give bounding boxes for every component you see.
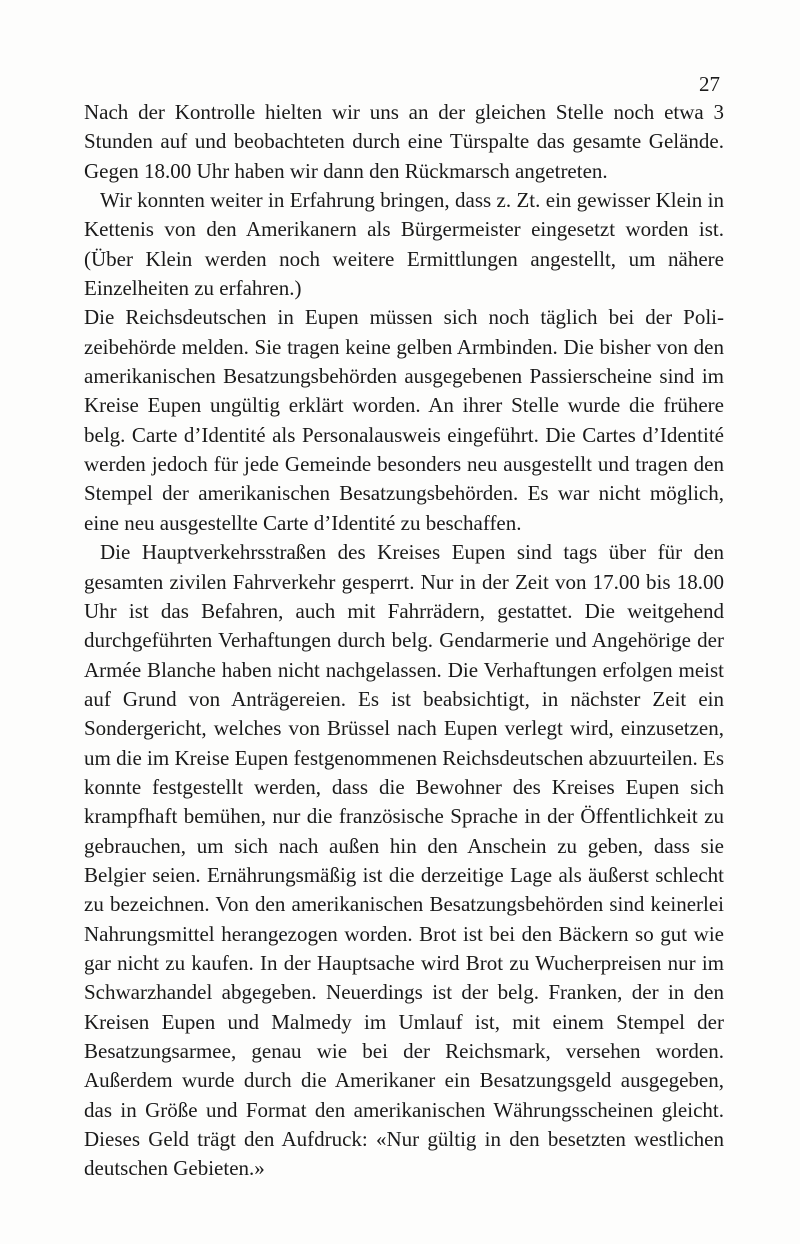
paragraph: Die Reichsdeutschen in Eupen müssen sich noch täglich bei der Polizeibehörde melden. Sie tragen keine gelben Armbinden. Die bisher von den amerikanischen Besatzungsbehörden ausgegebenen Passierscheine sind im Kreise Eupen ungültig erklärt worden. An ihrer Stelle wurde die frühere belg. Carte d’Identité als Personalausweis eingeführt. Die Cartes d’Identité werden jedoch für jede Gemeinde besonders neu ausgestellt und tragen den Stempel der amerikanischen Besatzungsbehörden. Es war nicht möglich, eine neu ausgestellte Carte d’Identité zu beschaffen.	[84, 305, 724, 535]
paragraph: Die Hauptverkehrsstraßen des Kreises Eupen sind tags über für den gesamten zivilen Fahrverkehr gesperrt. Nur in der Zeit von 17.00 bis 18.00 Uhr ist das Befahren, auch mit Fahrrädern, gestattet. Die weitgehend durchgeführten Verhaftungen durch belg. Gendarmerie und Angehörige der Armée Blanche haben nicht nachgelassen. Die Verhaftungen erfolgen meist auf Grund von Anträgereien. Es ist beabsichtigt, in nächster Zeit ein Sondergericht, welches von Brüssel nach Eupen verlegt wird, einzusetzen, um die im Kreise Eupen festgenommenen Reichsdeutschen abzuurteilen. Es konnte festgestellt werden, dass die Bewohner des Kreises Eupen sich krampfhaft bemühen, nur die französische Sprache in der Öffentlichkeit zu gebrauchen, um sich nach außen hin den Anschein zu geben, dass sie Belgier seien. Ernährungsmäßig ist die derzeitige Lage als äußerst schlecht zu bezeichnen. Von den amerikanischen Besatzungsbehörden sind keinerlei Nahrungsmittel herangezogen worden. Brot ist bei den Bäckern so gut wie gar nicht zu kaufen. In der Hauptsache wird Brot zu Wucherpreisen nur im Schwarzhandel abgegeben. Neuerdings ist der belg. Franken, der in den Kreisen Eupen und Malmedy im Umlauf ist, mit einem Stempel der Besatzungsarmee, genau wie bei der Reichsmark, versehen worden. Außerdem wurde durch die Amerikaner ein Besatzungsgeld ausgegeben, das in Größe und Format den amerikanischen Währungsscheinen gleicht. Dieses Geld trägt den Aufdruck: «Nur gültig in den besetzten westlichen deutschen Gebieten.»	[84, 540, 724, 1181]
paragraph: Wir konnten weiter in Erfahrung bringen, dass z. Zt. ein gewisser Klein in Kettenis von den Amerikanern als Bürgermeister eingesetzt worden ist. (Über Klein werden noch weitere Ermittlungen angestellt, um nähere Einzelheiten zu erfahren.)	[84, 188, 724, 301]
page-number: 27	[699, 72, 720, 96]
paragraph: Nach der Kontrolle hielten wir uns an der gleichen Stelle noch etwa 3 Stunden auf und beobachteten durch eine Türspalte das gesamte Gelände. Gegen 18.00 Uhr haben wir dann den Rückmarsch angetreten.	[84, 100, 724, 183]
body-text	[84, 98, 724, 1184]
